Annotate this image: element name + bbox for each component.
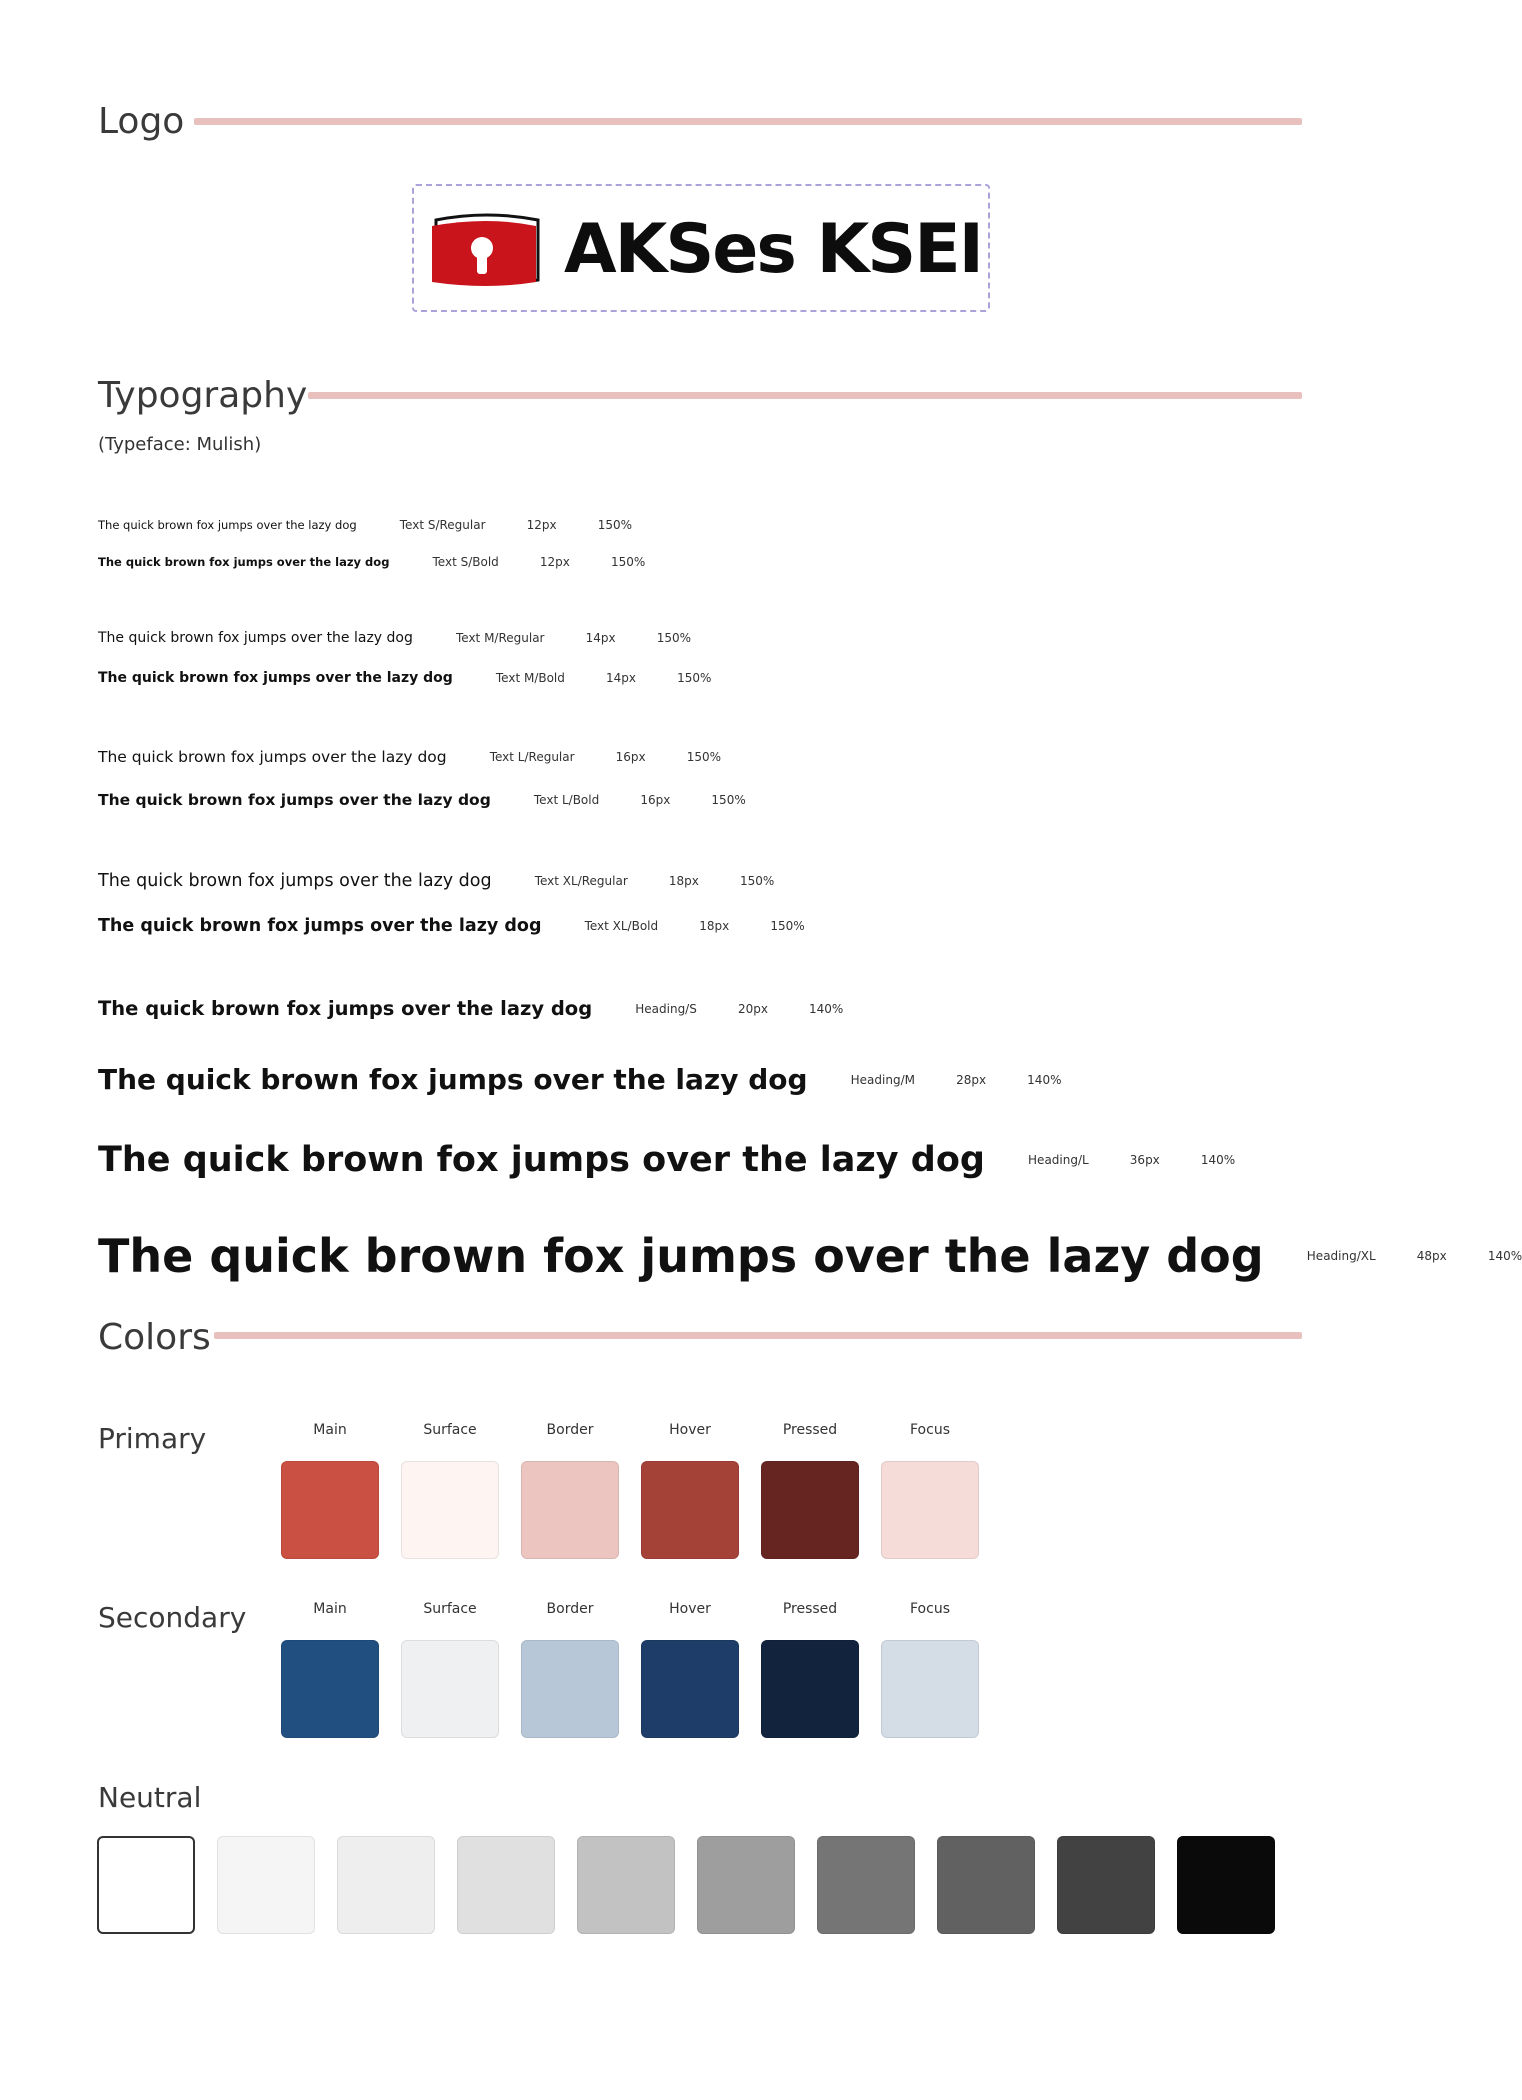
primary-swatch-label: Focus: [910, 1422, 950, 1438]
type-line-height: 140%: [1200, 1153, 1236, 1167]
primary-swatch-label: Hover: [669, 1422, 711, 1438]
type-row: [98, 870, 774, 891]
type-line-height: 150%: [739, 873, 775, 888]
type-sample: The quick brown fox jumps over the lazy dog: [98, 629, 413, 646]
type-row: [98, 1063, 1061, 1096]
neutral-swatch: [937, 1836, 1035, 1934]
type-style-name: Heading/S: [635, 1001, 697, 1016]
secondary-swatch: [521, 1640, 619, 1738]
secondary-swatch: [281, 1640, 379, 1738]
secondary-group-label: Secondary: [98, 1601, 247, 1634]
type-style-name: Heading/M: [850, 1072, 915, 1087]
type-style-name: Text M/Bold: [495, 670, 565, 685]
type-row: [98, 1140, 1235, 1180]
type-row: [98, 789, 746, 809]
type-line-height: 150%: [656, 630, 691, 645]
type-style-name: Text L/Bold: [533, 792, 600, 807]
typography-section-divider: [308, 392, 1302, 399]
type-sample: The quick brown fox jumps over the lazy dog: [98, 790, 491, 809]
primary-swatch-label: Surface: [423, 1422, 477, 1438]
type-size: 12px: [526, 517, 557, 532]
type-sample: The quick brown fox jumps over the lazy dog: [98, 1063, 808, 1096]
primary-swatch: [641, 1461, 739, 1559]
type-style-name: Text S/Regular: [399, 517, 486, 532]
neutral-swatch: [697, 1836, 795, 1934]
neutral-swatch: [457, 1836, 555, 1934]
primary-swatch: [761, 1461, 859, 1559]
secondary-swatch: [761, 1640, 859, 1738]
type-size: 18px: [699, 918, 730, 933]
type-sample: The quick brown fox jumps over the lazy dog: [98, 870, 492, 891]
type-row: [98, 915, 805, 936]
type-size: 36px: [1129, 1153, 1160, 1167]
type-size: 16px: [615, 749, 646, 764]
primary-swatch: [521, 1461, 619, 1559]
type-size: 48px: [1416, 1249, 1447, 1263]
typeface-note: (Typeface: Mulish): [98, 434, 262, 455]
type-line-height: 150%: [597, 517, 633, 532]
type-line-height: 150%: [677, 670, 712, 685]
type-line-height: 140%: [809, 1001, 844, 1016]
secondary-swatch-label: Surface: [423, 1601, 477, 1617]
neutral-swatch: [337, 1836, 435, 1934]
logo-section-divider: [194, 118, 1302, 125]
type-size: 28px: [956, 1072, 987, 1087]
type-line-height: 150%: [770, 918, 805, 933]
type-style-name: Text S/Bold: [432, 554, 499, 569]
primary-swatch-label: Border: [546, 1422, 594, 1438]
type-size: 12px: [539, 554, 570, 569]
type-line-height: 140%: [1027, 1072, 1062, 1087]
secondary-swatch-label: Focus: [910, 1601, 950, 1617]
logo-frame: [412, 184, 990, 312]
primary-swatch: [401, 1461, 499, 1559]
type-line-height: 150%: [711, 792, 746, 807]
brand-wordmark: AKSes KSEI: [564, 210, 982, 289]
typography-section-title: Typography: [98, 375, 308, 416]
primary-group-label: Primary: [98, 1422, 207, 1455]
type-sample: The quick brown fox jumps over the lazy dog: [98, 1229, 1264, 1283]
type-row: [98, 514, 632, 533]
type-sample: The quick brown fox jumps over the lazy dog: [98, 915, 542, 936]
primary-swatch: [281, 1461, 379, 1559]
neutral-swatch: [577, 1836, 675, 1934]
keyhole-shield-icon: [430, 214, 544, 286]
type-sample: The quick brown fox jumps over the lazy dog: [98, 554, 390, 569]
neutral-swatch: [1057, 1836, 1155, 1934]
type-row: [98, 551, 645, 570]
type-style-name: Heading/L: [1028, 1153, 1089, 1167]
secondary-swatch: [881, 1640, 979, 1738]
type-row: [98, 627, 691, 646]
type-sample: The quick brown fox jumps over the lazy dog: [98, 747, 447, 766]
type-style-name: Text L/Regular: [489, 749, 575, 764]
type-sample: The quick brown fox jumps over the lazy dog: [98, 997, 593, 1020]
primary-swatch-label: Pressed: [782, 1422, 838, 1438]
primary-swatch: [881, 1461, 979, 1559]
type-size: 14px: [585, 630, 616, 645]
type-sample: The quick brown fox jumps over the lazy dog: [98, 517, 357, 532]
secondary-swatch-label: Border: [546, 1601, 594, 1617]
colors-section-divider: [214, 1332, 1302, 1339]
type-row: [98, 746, 721, 766]
neutral-swatch: [97, 1836, 195, 1934]
type-line-height: 150%: [610, 554, 646, 569]
type-row: [98, 667, 711, 686]
colors-section-title: Colors: [98, 1317, 211, 1358]
neutral-swatch: [1177, 1836, 1275, 1934]
type-row: [98, 1229, 1522, 1283]
type-line-height: 140%: [1487, 1249, 1522, 1263]
type-line-height: 150%: [686, 749, 722, 764]
type-row: [98, 997, 843, 1020]
type-style-name: Text XL/Bold: [584, 918, 659, 933]
type-size: 20px: [737, 1001, 768, 1016]
type-style-name: Text M/Regular: [455, 630, 545, 645]
type-size: 16px: [640, 792, 671, 807]
type-sample: The quick brown fox jumps over the lazy dog: [98, 1140, 985, 1180]
secondary-swatch-label: Main: [313, 1601, 347, 1617]
neutral-group-label: Neutral: [98, 1781, 202, 1814]
secondary-swatch: [401, 1640, 499, 1738]
type-style-name: Heading/XL: [1306, 1249, 1376, 1263]
type-size: 14px: [605, 670, 636, 685]
secondary-swatch-label: Pressed: [782, 1601, 838, 1617]
neutral-swatch: [817, 1836, 915, 1934]
logo-section-title: Logo: [98, 101, 185, 142]
neutral-swatch: [217, 1836, 315, 1934]
type-style-name: Text XL/Regular: [534, 873, 628, 888]
primary-swatch-label: Main: [313, 1422, 347, 1438]
secondary-swatch: [641, 1640, 739, 1738]
type-sample: The quick brown fox jumps over the lazy dog: [98, 669, 453, 686]
secondary-swatch-label: Hover: [669, 1601, 711, 1617]
type-size: 18px: [668, 873, 699, 888]
